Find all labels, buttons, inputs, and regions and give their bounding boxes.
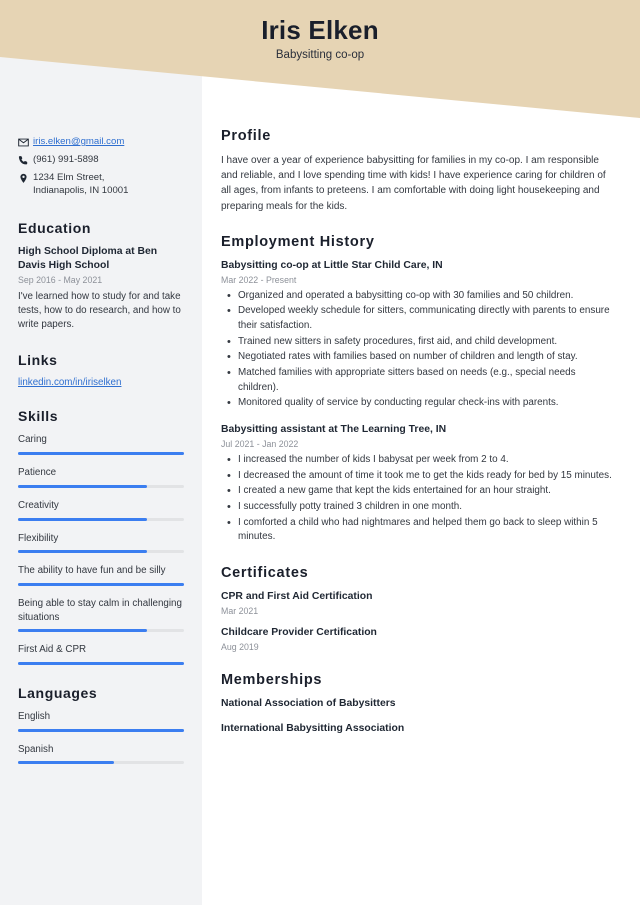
skill-level-fill [18, 662, 184, 665]
certificate-entry [221, 626, 618, 652]
employment-heading: Employment History [221, 233, 375, 250]
links-section [18, 352, 184, 388]
certificate-entry [221, 590, 618, 616]
skill-level-fill [18, 550, 147, 553]
skill-level-fill [18, 518, 147, 521]
skill-item [18, 643, 184, 665]
skill-level-fill [18, 629, 147, 632]
job-title: Babysitting assistant at The Learning Tree, IN [221, 424, 447, 436]
skill-item [18, 499, 184, 521]
skill-level-fill [18, 583, 184, 586]
languages-heading: Languages [18, 685, 98, 702]
links-heading: Links [18, 352, 58, 369]
language-item [18, 743, 184, 765]
job-entry [221, 423, 618, 545]
skills-section [18, 408, 184, 665]
skill-label: The ability to have fun and be silly [18, 565, 166, 577]
contact-phone-row [18, 154, 184, 167]
certificates-list [221, 590, 618, 652]
sidebar [0, 0, 202, 784]
skills-list [18, 433, 184, 665]
skill-label: Flexibility [18, 532, 59, 544]
certificate-title: CPR and First Aid Certification [221, 591, 373, 603]
certificates-section [221, 565, 618, 652]
language-label: Spanish [18, 743, 54, 755]
memberships-heading: Memberships [221, 672, 323, 689]
linkedin-link[interactable]: linkedin.com/in/iriselken [18, 377, 122, 389]
education-section [18, 220, 184, 333]
employment-section [221, 234, 618, 545]
address-line-2: Indianapolis, IN 10001 [33, 184, 129, 196]
skill-level-track [18, 583, 184, 586]
job-bullet: • Developed weekly schedule for sitters, communicating directly with parents to ensure their satisfaction. [221, 304, 618, 333]
languages-list [18, 710, 184, 764]
profile-section [221, 128, 618, 214]
skill-level-track [18, 550, 184, 553]
job-bullet: • I comforted a child who had nightmares and helped them go back to sleep within 5 minutes. [221, 516, 618, 545]
skill-level-track [18, 629, 184, 632]
email-link[interactable]: iris.elken@gmail.com [33, 136, 125, 147]
language-level-fill [18, 729, 184, 732]
candidate-name: Iris Elken [261, 15, 379, 45]
address-line-1: 1234 Elm Street, [33, 171, 105, 183]
memberships-list [221, 697, 618, 736]
language-level-track [18, 729, 184, 732]
language-item [18, 710, 184, 732]
skill-label: Caring [18, 434, 47, 446]
job-bullet-list [221, 453, 618, 545]
job-bullet: • Matched families with appropriate sitters based on needs (e.g., special needs children). [221, 366, 618, 395]
skill-label: Patience [18, 467, 57, 479]
certificate-title: Childcare Provider Certification [221, 627, 377, 639]
skill-level-fill [18, 485, 147, 488]
education-heading: Education [18, 219, 92, 236]
skill-item [18, 466, 184, 488]
memberships-section [221, 672, 618, 736]
certificate-date: Mar 2021 [221, 606, 259, 617]
phone-icon [18, 154, 33, 166]
candidate-job-title: Babysitting co-op [275, 48, 365, 61]
skill-label: First Aid & CPR [18, 644, 87, 656]
language-level-fill [18, 761, 114, 764]
job-bullet: • I created a new game that kept the kids entertained for an hour straight. [221, 484, 618, 499]
header [0, 16, 640, 61]
job-date: Mar 2022 - Present [221, 274, 297, 285]
skill-item [18, 564, 184, 586]
membership-item: International Babysitting Association [221, 723, 405, 735]
skill-item [18, 433, 184, 455]
job-title: Babysitting co-op at Little Star Child Care, IN [221, 259, 443, 271]
job-bullet: • I increased the number of kids I babysat per week from 2 to 4. [221, 453, 618, 468]
jobs-list [221, 259, 618, 545]
contact-list [18, 136, 184, 198]
certificates-heading: Certificates [221, 565, 309, 582]
skills-heading: Skills [18, 408, 59, 425]
skill-level-track [18, 485, 184, 488]
skill-label: Being able to stay calm in challenging situations [18, 597, 182, 623]
job-bullet: • Negotiated rates with families based on number of children and length of stay. [221, 350, 618, 365]
languages-section [18, 685, 184, 764]
job-bullet: • I decreased the amount of time it took me to get the kids ready for bed by 15 minutes. [221, 469, 618, 484]
contact-address-row [18, 172, 184, 198]
job-date: Jul 2021 - Jan 2022 [221, 439, 299, 450]
skill-level-track [18, 662, 184, 665]
profile-heading: Profile [221, 128, 272, 144]
job-entry [221, 259, 618, 411]
location-pin-icon [18, 172, 33, 184]
skill-level-track [18, 518, 184, 521]
main-content [202, 0, 640, 756]
skill-level-fill [18, 452, 184, 455]
job-bullet: • Monitored quality of service by conducting regular check-ins with parents. [221, 396, 618, 411]
education-date: Sep 2016 - May 2021 [18, 274, 103, 285]
membership-item: National Association of Babysitters [221, 698, 396, 710]
skill-level-track [18, 452, 184, 455]
contact-email-row [18, 136, 184, 149]
job-bullet-list [221, 289, 618, 411]
skill-item [18, 597, 184, 632]
language-level-track [18, 761, 184, 764]
education-title: High School Diploma at Ben Davis High School [18, 245, 158, 271]
language-label: English [18, 711, 51, 723]
envelope-icon [18, 136, 33, 148]
phone-number: (961) 991-5898 [33, 153, 99, 165]
certificate-date: Aug 2019 [221, 642, 259, 653]
profile-text: I have over a year of experience babysitting for families in my co-op. I am responsible and reliable, and I love spending time with kids! I have experience caring for children of all ages, from infants to preteens. I am comfortable with doing light housekeeping and preparing meals for the kids. [221, 155, 606, 212]
skill-item [18, 532, 184, 554]
skill-label: Creativity [18, 499, 59, 511]
job-bullet: • Trained new sitters in safety procedures, first aid, and child development. [221, 335, 618, 350]
job-bullet: • Organized and operated a babysitting co-op with 30 families and 50 children. [221, 289, 618, 304]
job-bullet: • I successfully potty trained 3 children in one month. [221, 500, 618, 515]
education-item [18, 245, 184, 333]
education-description: I've learned how to study for and take tests, how to do research, and how to write papers. [18, 290, 181, 331]
